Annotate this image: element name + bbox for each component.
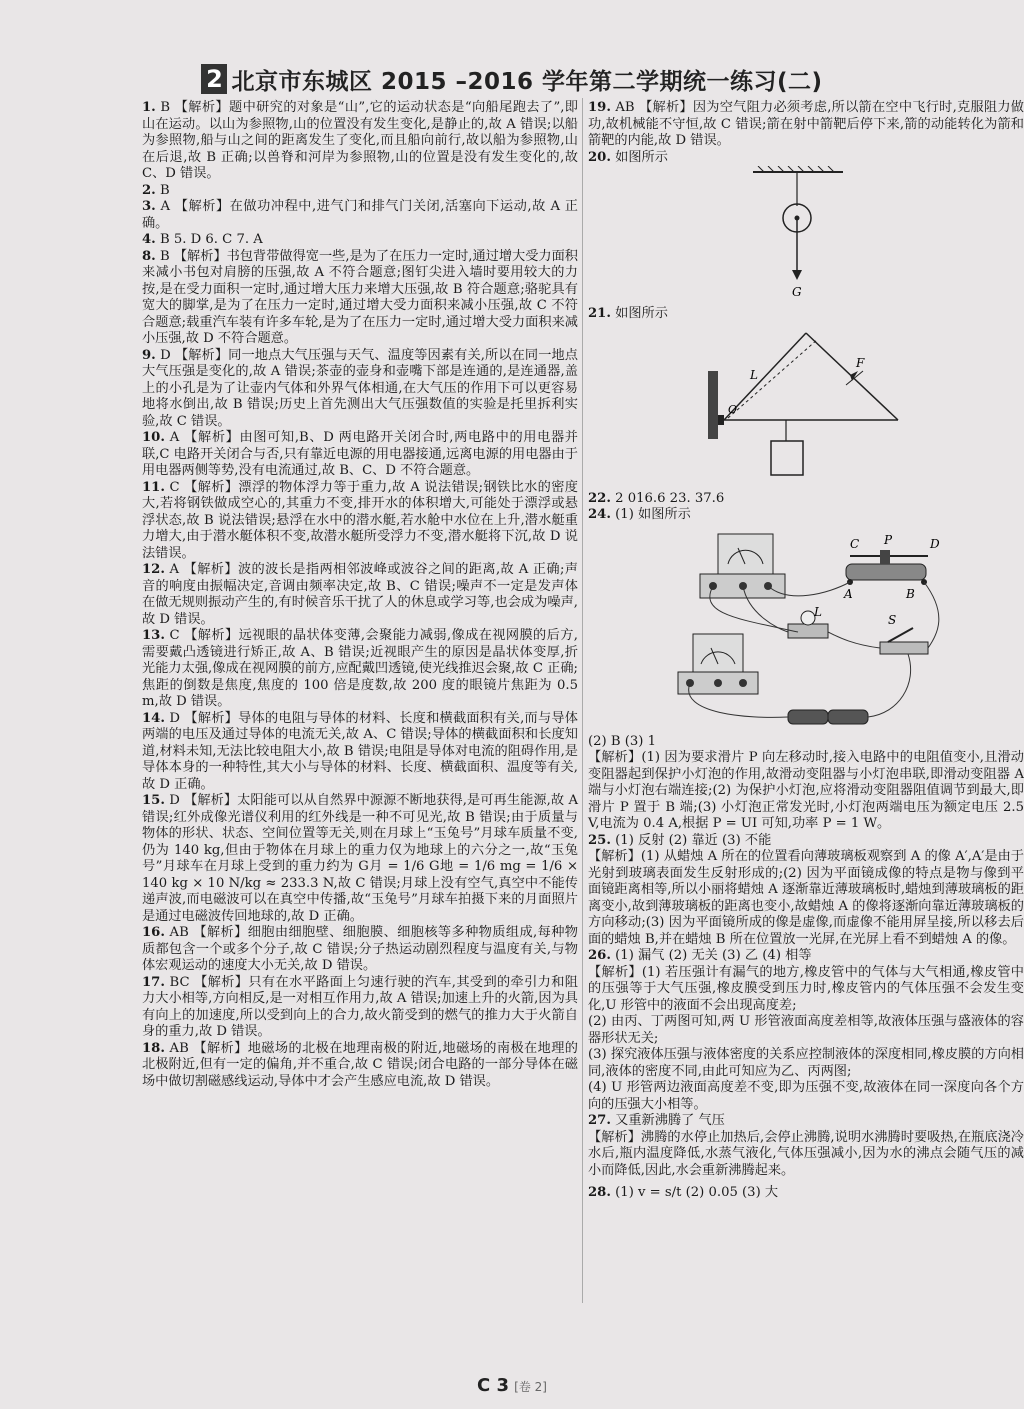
lever-diagram bbox=[588, 323, 1024, 491]
answer-item: 10. A 【解析】由图可知,B、D 两电路开关闭合时,两电路中的用电器并联,C 电路开关闭合与否,只有靠近电源的用电器接通,远离电源的用电器由于用电器两侧等势,没有电流通过,故 B、C、D 不符合题意。 bbox=[142, 430, 578, 478]
lever-arm-label: L bbox=[750, 367, 758, 382]
figure-20-pulley bbox=[588, 166, 1024, 306]
answer-item: 8. B 【解析】书包背带做得宽一些,是为了在压力一定时,通过增大受力面积来减小书包对肩膀的压强,故 A 不符合题意;图钉尖进入墙时要用较大的力按,是在受力面积一定时,通过增大压力来增大压强,故 B 符合题意;骆驼具有宽大的脚掌,是为了在压力一定时,通过增大受力面积来减小压强,故 C 不符合题意;载重汽车装有许多车轮,是为了在压力一定时,通过增大受力面积来减小压强,故 D 不符合题意。 bbox=[142, 248, 578, 346]
answer-24-analysis: 【解析】(1) 因为要求滑片 P 向左移动时,接入电路中的电阻值变小,且滑动变阻器起到保护小灯泡的作用,故滑动变阻器与小灯泡串联,即滑动变阻器 A 端与小灯泡右端连接;(2) 为保护小灯泡,应将滑动变阻器阻值调节到最大,即滑片 P 置于 B 端;(3) 小灯泡正常发光时,小灯泡两端电压为额定电压 2.5 V,电流为 0.4 A,根据 P = UI 可知,功率 P = 1 W。 bbox=[588, 750, 1024, 831]
answer-item: 17. BC 【解析】只有在水平路面上匀速行驶的汽车,其受到的牵引力和阻力大小相等,方向相反,是一对相互作用力,故 A 错误;加速上升的火箭,因为具有向上的加速度,所以受到向上的合力,故火箭受到的燃气的推力大于火箭自身的重力,故 D 错误。 bbox=[142, 974, 578, 1039]
answer-item: 13. C 【解析】远视眼的晶状体变薄,会聚能力减弱,像成在视网膜的后方,需要戴凸透镜进行矫正,故 A、B 错误;近视眼产生的原因是晶状体变厚,折光能力太强,像成在视网膜的前方,应配戴凹透镜,使光线推迟会聚,故 C 正确;焦距的倒数是焦度,焦度的 100 倍是度数,故 200 度的眼镜片焦距为 0.5 m,故 D 错误。 bbox=[142, 628, 578, 709]
answer-24: 24. (1) 如图所示 bbox=[588, 507, 691, 522]
slider-p-label: P bbox=[884, 532, 893, 547]
answer-26-analysis-3: (3) 探究液体压强与液体密度的关系应控制液体的深度相同,橡皮膜的方向相同,液体的密度不同,由此可知应为乙、丙两图; bbox=[588, 1047, 1024, 1079]
answer-item: 1. B 【解析】题中研究的对象是“山”,它的运动状态是“向船尾跑去了”,即山在运动。以山为参照物,山的位置没有发生变化,是静止的,故 A 错误;以船为参照物,船与山之间的距离发生了变化,而且船向前行,故以船为参照物,山在后退,故 B 正确;以兽脊和河岸为参照物,山的位置是没有发生变化的,故 C、D 错误。 bbox=[142, 100, 578, 181]
answer-item: 14. D 【解析】导体的电阻与导体的材料、长度和横截面积有关,而与导体两端的电压及通过导体的电流无关,故 A、C 错误;导体的横截面积和长度知道,材料未知,无法比较电阻大小,故 B 错误;电阻是导体对电流的阻碍作用,是导体本身的一种特性,其大小与导体的材料、长度、横截面积、温度等有关,故 D 正确。 bbox=[142, 710, 578, 792]
answer-25: 25. (1) 反射 (2) 靠近 (3) 不能 bbox=[588, 832, 772, 848]
page-footer bbox=[0, 1375, 1024, 1396]
voltmeter bbox=[700, 534, 785, 598]
terminal-c-label: C bbox=[850, 536, 860, 551]
terminal-a-label: A bbox=[844, 586, 853, 601]
terminal-b-label: B bbox=[906, 586, 915, 601]
answer-26: 26. (1) 漏气 (2) 无关 (3) 乙 (4) 相等 bbox=[588, 948, 812, 963]
answer-27: 27. 又重新沸腾了 气压 bbox=[588, 1113, 725, 1128]
light-bulb bbox=[788, 611, 828, 638]
answer-item: 18. AB 【解析】地磁场的北极在地理南极的附近,地磁场的南极在地理的北极附近,但有一定的偏角,并不重合,故 C 错误;闭合电路的一部分导体在磁场中做切割磁感线运动,导体中才会产生感应电流,故 D 错误。 bbox=[142, 1040, 578, 1089]
figure-24-circuit bbox=[588, 524, 1024, 734]
answer-25-analysis: 【解析】(1) 从蜡烛 A 所在的位置看向薄玻璃板观察到 A 的像 A′,A′是由于光射到玻璃表面发生反射形成的;(2) 因为平面镜成像的特点是物与像到平面镜距离相等,所以小丽将蜡烛 A 逐渐靠近薄玻璃板时,蜡烛到薄玻璃板的距离变小,故到薄玻璃板的距离也变小,故蜡烛 A 的像将逐渐向靠近薄玻璃板的方向移动;(3) 因为平面镜所成的像是虚像,而虚像不能用屏呈接,所以移去后面的蜡烛 B,并在蜡烛 B 所在位置放一光屏,在光屏上看不到蜡烛 A 的像。 bbox=[588, 849, 1024, 947]
answer-item: 3. A 【解析】在做功冲程中,进气门和排气门关闭,活塞向下运动,故 A 正确。 bbox=[142, 199, 578, 231]
force-label: F bbox=[856, 355, 865, 370]
answer-26-analysis-1: 【解析】(1) 若压强计有漏气的地方,橡皮管中的气体与大气相通,橡皮管中的压强等于大气压强,橡皮膜受到压力时,橡皮管内的气体压强不会发生变化,U 形管中的液面不会出现高度差; bbox=[588, 964, 1024, 1013]
page-title: 北京市东城区 2015 –2016 学年第二学期统一练习(二) bbox=[231, 68, 823, 95]
answer-item: 16. AB 【解析】细胞由细胞壁、细胞膜、细胞核等多种物质组成,每种物质都包含一个或多个分子,故 C 错误;分子热运动剧烈程度与温度有关,与物体宏观运动的速度大小无关,故 D 错误。 bbox=[142, 925, 578, 973]
answer-22-23: 22. 2 016.6 23. 37.6 bbox=[588, 490, 725, 506]
rheostat bbox=[846, 550, 928, 585]
page-number: C 3 bbox=[477, 1375, 510, 1396]
answer-26-analysis-2: (2) 由丙、丁两图可知,两 U 形管液面高度差相等,故液体压强与盛液体的容器形状无关; bbox=[588, 1014, 1024, 1046]
pivot-label: O bbox=[728, 402, 738, 416]
left-column bbox=[142, 100, 578, 1090]
figure-21-lever bbox=[588, 323, 1024, 491]
volume-tag: [卷 2] bbox=[514, 1380, 547, 1394]
bulb-label: L bbox=[814, 604, 822, 619]
answer-28: 28. (1) v = s/t (2) 0.05 (3) 大 bbox=[588, 1185, 779, 1200]
answer-item: 2. B bbox=[142, 182, 170, 198]
answer-item: 4. B 5. D 6. C 7. A bbox=[142, 232, 263, 247]
ammeter bbox=[678, 634, 758, 694]
switch-s-label: S bbox=[888, 612, 897, 627]
answer-item: 12. A 【解析】波的波长是指两相邻波峰或波谷之间的距离,故 A 正确;声音的响度由振幅决定,音调由频率决定,故 B、C 错误;噪声不一定是发声体在做无规则振动产生的,有时候音乐干扰了人的休息或学习等,也会成为噪声,故 D 错误。 bbox=[142, 562, 578, 627]
paper-number-badge: 2 bbox=[201, 64, 227, 94]
terminal-d-label: D bbox=[930, 536, 940, 551]
circuit-diagram bbox=[588, 524, 1024, 734]
gravity-label: G bbox=[792, 285, 802, 299]
answer-item: 11. C 【解析】漂浮的物体浮力等于重力,故 A 说法错误;钢铁比水的密度大,若将钢铁做成空心的,其重力不变,排开水的体积增大,可能处于漂浮或悬浮状态,故 B 说法错误;悬浮在水中的潜水艇,若水舱中水位在上升,潜水艇重力增大,由于潜水艇体积不变,故潜水艇所受浮力不变,潜水艇将下沉,故 D 说法错误。 bbox=[142, 479, 578, 561]
right-column bbox=[588, 100, 1024, 1202]
column-divider bbox=[582, 98, 583, 1303]
pulley-diagram bbox=[588, 166, 1024, 306]
answer-21: 21. 如图所示 bbox=[588, 306, 668, 321]
answer-26-analysis-4: (4) U 形管两边液面高度差不变,即为压强不变,故液体在同一深度向各个方向的压强大小相等。 bbox=[588, 1080, 1024, 1112]
answer-item: 15. D 【解析】太阳能可以从自然界中源源不断地获得,是可再生能源,故 A 错误;红外成像光谱仪利用的红外线是一种不可见光,故 B 错误;由于质量与物体的形状、状态、空间位置等无关,则在月球上“玉兔号”月球车质量不变,仍为 140 kg,但由于物体在月球上的重力仅为地球上的六分之一,故“玉兔号”月球车在月球上受到的重力约为 G月 = 1/6 G地 = 1/6 mg = 1/6 × 140 kg × 10 N/kg ≈ 233.3 N,故 C 错误;月球上没有空气,真空中不能传递声波,而电磁波可以在真空中传播,故“玉兔号”月球车拍摄下来的月面照片是通过电磁波传回地球的,故 D 正确。 bbox=[142, 793, 578, 924]
answer-19: 19. AB 【解析】因为空气阻力必须考虑,所以箭在空中飞行时,克服阻力做功,故机械能不守恒,故 C 错误;箭在射中箭靶后停下来,箭的动能转化为箭和箭靶的内能,故 D 错误。 bbox=[588, 100, 1024, 148]
switch bbox=[880, 628, 928, 654]
page-header bbox=[0, 62, 1024, 96]
answer-24-part2: (2) B (3) 1 bbox=[588, 733, 657, 749]
battery bbox=[788, 710, 868, 724]
answer-item: 9. D 【解析】同一地点大气压强与天气、温度等因素有关,所以在同一地点大气压强是变化的,故 A 错误;茶壶的壶身和壶嘴下部是连通的,是连通器,盖上的小孔是为了让壶内气体和外界气体相通,在大气压的作用下可以更容易地将水倒出,故 B 错误;历史上首先测出大气压强数值的实验是托里拆利实验,故 C 错误。 bbox=[142, 347, 578, 429]
answer-20: 20. 如图所示 bbox=[588, 149, 668, 165]
answer-27-analysis: 【解析】沸腾的水停止加热后,会停止沸腾,说明水沸腾时要吸热,在瓶底浇冷水后,瓶内温度降低,水蒸气液化,气体压强减小,因为水的沸点会随气压的减小而降低,因此,水会重新沸腾起来。 bbox=[588, 1129, 1024, 1178]
